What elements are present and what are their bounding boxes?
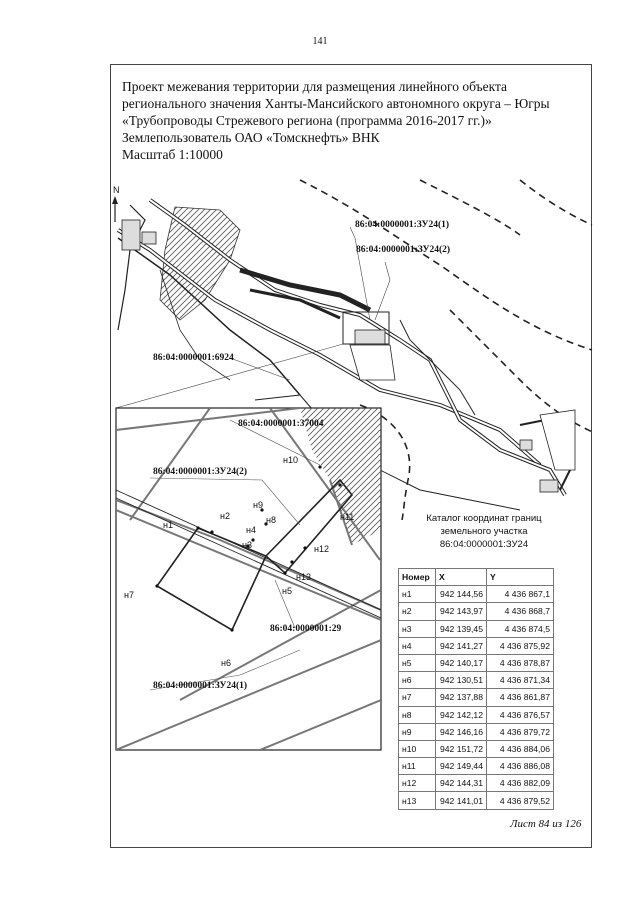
header-line-2: регионального значения Ханты-Мансийского автономного округа – Югры [122,96,550,111]
table-row [399,706,554,723]
cell-y: 4 436 884,06 [487,740,554,757]
cell-y: 4 436 871,34 [487,672,554,689]
catalog-title [404,512,564,551]
cell-y: 4 436 878,87 [487,654,554,671]
header-line-1: Проект межевания территории для размещения линейного объекта [122,79,508,94]
cell-y: 4 436 875,92 [487,637,554,654]
point-n4: н4 [246,525,256,535]
cell-x: 942 144,31 [436,775,487,792]
point-n3: н3 [242,540,252,550]
cell-y: 4 436 861,87 [487,689,554,706]
header-line-3: «Трубопроводы Стрежевого региона (программа 2016-2017 гг.)» [122,113,492,128]
cell-x: 942 149,44 [436,758,487,775]
north-label: N [113,185,120,195]
column-header-number: Номер [399,569,436,586]
cell-x: 942 137,88 [436,689,487,706]
cell-x: 942 139,45 [436,620,487,637]
cell-number: н6 [399,672,436,689]
cell-y: 4 436 868,7 [487,603,554,620]
cell-number: н2 [399,603,436,620]
header-line-4: Землепользователь ОАО «Томскнефть» ВНК [122,130,380,145]
label-parcel-29: 86:04:0000001:29 [270,624,342,634]
point-n7: н7 [124,590,134,600]
cell-x: 942 140,17 [436,654,487,671]
cell-x: 942 142,12 [436,706,487,723]
table-row [399,603,554,620]
coordinates-table [398,568,554,810]
label-zu24-1-top: 86:04:0000001:ЗУ24(1) [355,220,450,230]
point-n10: н10 [283,455,298,465]
point-n12: н12 [314,544,329,554]
table-row [399,740,554,757]
cell-x: 942 141,01 [436,792,487,809]
cell-number: н5 [399,654,436,671]
cell-x: 942 130,51 [436,672,487,689]
cell-x: 942 146,16 [436,723,487,740]
table-row [399,672,554,689]
cell-number: н8 [399,706,436,723]
cell-y: 4 436 876,57 [487,706,554,723]
north-arrow-icon [112,185,120,222]
cell-number: н11 [399,758,436,775]
point-n13: н13 [296,572,311,582]
cell-number: н10 [399,740,436,757]
table-row [399,775,554,792]
page-number: 141 [312,36,328,47]
table-row [399,654,554,671]
point-n8: н8 [266,515,276,525]
header-scale: Масштаб 1:10000 [122,147,223,162]
cell-x: 942 143,97 [436,603,487,620]
sheet-number: Лист 84 из 126 [510,818,582,830]
catalog-title-line-3: 86:04:0000001:ЗУ24 [439,539,529,550]
cell-y: 4 436 879,52 [487,792,554,809]
cell-y: 4 436 879,72 [487,723,554,740]
label-parcel-37004: 86:04:0000001:37004 [238,419,324,429]
point-n2: н2 [220,511,230,521]
inset-map [116,408,381,750]
label-zu24-1-inset: 86:04:0000001:ЗУ24(1) [153,681,248,691]
cell-y: 4 436 867,1 [487,586,554,603]
cell-y: 4 436 882,09 [487,775,554,792]
point-n11: н11 [340,512,355,522]
label-zu24-2-top: 86:04:0000001:ЗУ24(2) [356,245,451,255]
table-row [399,586,554,603]
catalog-title-line-1: Каталог координат границ [426,513,542,524]
table-row [399,723,554,740]
column-header-y: Y [487,569,554,586]
table-row [399,758,554,775]
column-header-x: X [436,569,487,586]
cell-number: н1 [399,586,436,603]
table-row [399,620,554,637]
cell-x: 942 144,56 [436,586,487,603]
cell-x: 942 151,72 [436,740,487,757]
point-n9: н9 [253,500,263,510]
cell-y: 4 436 874,5 [487,620,554,637]
point-n1: н1 [163,520,173,530]
cell-number: н4 [399,637,436,654]
label-parcel-6924: 86:04:0000001:6924 [153,353,234,363]
table-row [399,792,554,809]
cell-number: н7 [399,689,436,706]
table-row [399,689,554,706]
catalog-title-line-2: земельного участка [440,526,528,537]
table-header-row [399,569,554,586]
table-row [399,637,554,654]
cell-y: 4 436 886,08 [487,758,554,775]
cell-number: н12 [399,775,436,792]
label-zu24-2-inset: 86:04:0000001:ЗУ24(2) [153,467,248,477]
cell-x: 942 141,27 [436,637,487,654]
cell-number: н9 [399,723,436,740]
point-n5: н5 [282,586,292,596]
cell-number: н13 [399,792,436,809]
cell-number: н3 [399,620,436,637]
point-n6: н6 [221,658,231,668]
